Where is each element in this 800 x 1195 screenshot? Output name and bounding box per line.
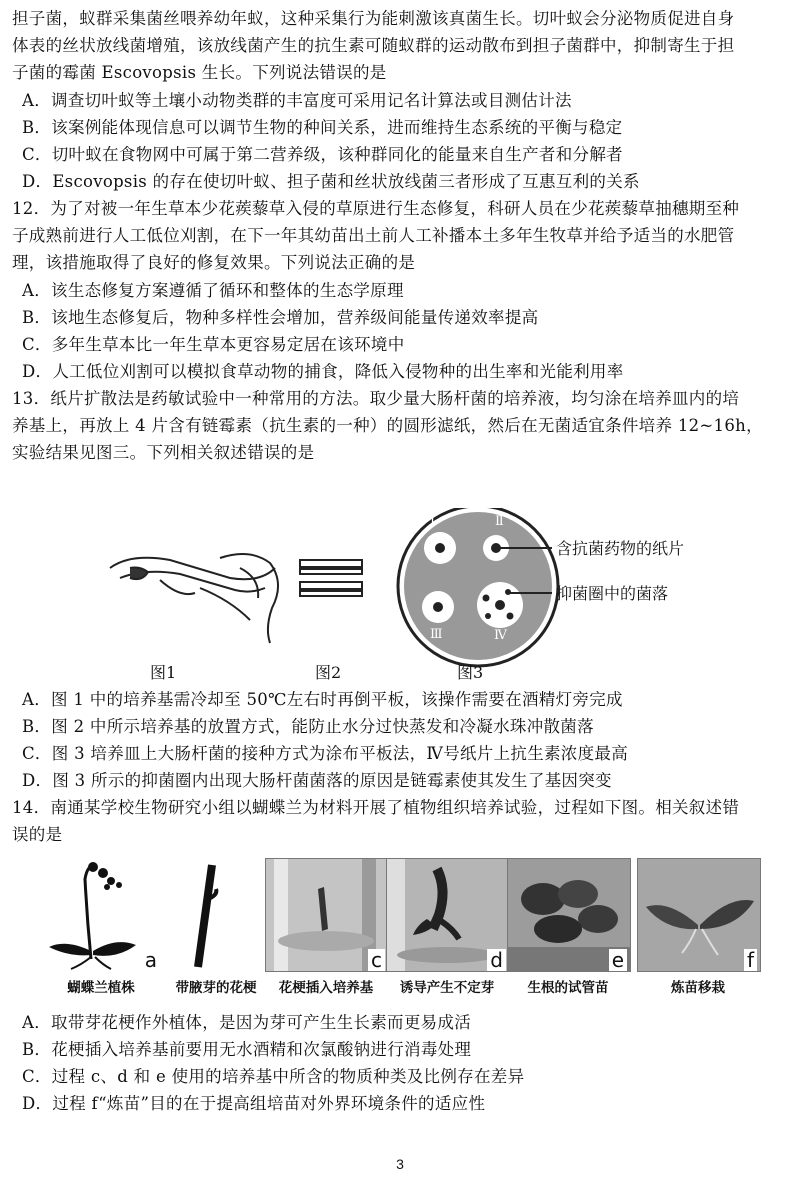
q14-option-c: C．过程 c、d 和 e 使用的培养基中所含的物质种类及比例存在差异 [22, 1067, 525, 1086]
panel-d-photo [386, 858, 510, 972]
panel-f-photo [637, 858, 761, 972]
caption-figure2: 图2 [315, 663, 342, 682]
panel-tag-c: c [368, 949, 385, 971]
zone-1 [424, 532, 456, 564]
panel-a-plant [40, 858, 164, 972]
zone-3 [422, 591, 454, 623]
q11-stem-line-3: 子菌的霉菌 Escovopsis 生长。下列说法错误的是 [12, 63, 387, 82]
panel-tag-f: f [744, 949, 757, 971]
transplanted-seedling-photo [638, 859, 760, 971]
q13-stem-line-1: 13．纸片扩散法是药敏试验中一种常用的方法。取少量大肠杆菌的培养液，均匀涂在培养皿内的培 [12, 389, 740, 408]
panel-tag-d: d [487, 949, 506, 971]
panel-caption-b: 带腋芽的花梗 [175, 980, 257, 996]
q13-option-c: C．图 3 培养皿上大肠杆菌的接种方式为涂布平板法，Ⅳ号纸片上抗生素浓度最高 [22, 744, 628, 763]
page-number: 3 [396, 1156, 404, 1172]
q13-stem-line-2: 养基上，再放上 4 片含有链霉素（抗生素的一种）的圆形滤纸，然后在无菌适宜条件培养 12~16h， [12, 416, 763, 435]
roman-2: Ⅱ [495, 514, 504, 529]
zone-4 [477, 582, 523, 628]
panel-tag-e: e [609, 949, 627, 971]
q14-stem-line-1: 14．南通某学校生物研究小组以蝴蝶兰为材料开展了植物组织培养试验，过程如下图。相关叙述错 [12, 798, 740, 817]
q14-option-a: A．取带芽花梗作外植体，是因为芽可产生生长素而更易成活 [22, 1013, 472, 1032]
caption-figure1: 图1 [150, 663, 177, 682]
q14-option-b: B．花梗插入培养基前要用无水酒精和次氯酸钠进行消毒处理 [22, 1040, 472, 1059]
q11-option-a: A．调查切叶蚁等土壤小动物类群的丰富度可采用记名计算法或目测估计法 [22, 91, 572, 110]
q13-option-a: A．图 1 中的培养基需冷却至 50℃左右时再倒平板，该操作需要在酒精灯旁完成 [22, 690, 623, 709]
panel-e-photo [507, 858, 631, 972]
panel-caption-c: 花梗插入培养基 [278, 980, 374, 996]
label-disc: 含抗菌药物的纸片 [556, 539, 685, 558]
q12-option-c: C．多年生草本比一年生草本更容易定居在该环境中 [22, 335, 405, 354]
roman-3: Ⅲ [430, 627, 443, 642]
figure2-stacked-dishes [300, 560, 362, 596]
q11-stem-line-1: 担子菌，蚁群采集菌丝喂养幼年蚁，这种采集行为能刺激该真菌生长。切叶蚁会分泌物质促进自身 [12, 9, 735, 28]
figure1-pouring-illustration [110, 554, 278, 643]
roman-1: Ⅰ [430, 514, 436, 529]
q12-option-b: B．该地生态修复后，物种多样性会增加，营养级间能量传递效率提高 [22, 308, 539, 327]
caption-figure3: 图3 [457, 663, 484, 682]
panel-caption-a: 蝴蝶兰植株 [67, 980, 135, 996]
q12-option-a: A．该生态修复方案遵循了循环和整体的生态学原理 [22, 281, 404, 300]
q14-stem-line-2: 误的是 [12, 825, 63, 844]
q11-option-b: B．该案例能体现信息可以调节生物的种间关系，进而维持生态系统的平衡与稳定 [22, 118, 623, 137]
figure3-petri-dish [398, 508, 684, 666]
q13-figure [100, 508, 740, 683]
roman-4: Ⅳ [494, 628, 507, 643]
q12-stem-line-3: 理，该措施取得了良好的修复效果。下列说法正确的是 [12, 253, 416, 272]
panel-caption-d: 诱导产生不定芽 [399, 980, 495, 996]
q12-option-d: D．人工低位刈割可以模拟食草动物的捕食，降低入侵物种的出生率和光能利用率 [22, 362, 624, 381]
q11-stem-line-2: 体表的丝状放线菌增殖，该放线菌产生的抗生素可随蚁群的运动散布到担子菌群中，抑制寄生于担 [12, 36, 735, 55]
panel-caption-e: 生根的试管苗 [527, 980, 609, 996]
q13-stem-line-3: 实验结果见图三。下列相关叙述错误的是 [12, 443, 315, 462]
panel-c-photo [265, 858, 389, 972]
q13-option-d: D．图 3 所示的抑菌圈内出现大肠杆菌菌落的原因是链霉素使其发生了基因突变 [22, 771, 612, 790]
q11-option-d: D．Escovopsis 的存在使切叶蚁、担子菌和丝状放线菌三者形成了互惠互利的关系 [22, 172, 640, 191]
q11-option-c: C．切叶蚁在食物网中可属于第二营养级，该种群同化的能量来自生产者和分解者 [22, 145, 623, 164]
q14-option-d: D．过程 f“炼苗”目的在于提高组培苗对外界环境条件的适应性 [22, 1094, 486, 1113]
q13-option-b: B．图 2 中所示培养基的放置方式，能防止水分过快蒸发和冷凝水珠冲散菌落 [22, 717, 594, 736]
panel-caption-f: 炼苗移栽 [671, 980, 725, 996]
panel-tag-a: a [142, 949, 160, 971]
q12-stem-line-2: 子成熟前进行人工低位刈割，在下一年其幼苗出土前人工补播本土多年生牧草并给予适当的水肥管 [12, 226, 735, 245]
q12-stem-line-1: 12．为了对被一年生草本少花蒺藜草入侵的草原进行生态修复，科研人员在少花蒺藜草抽穗期至种 [12, 199, 740, 218]
label-colony: 抑菌圈中的菌落 [556, 584, 669, 603]
